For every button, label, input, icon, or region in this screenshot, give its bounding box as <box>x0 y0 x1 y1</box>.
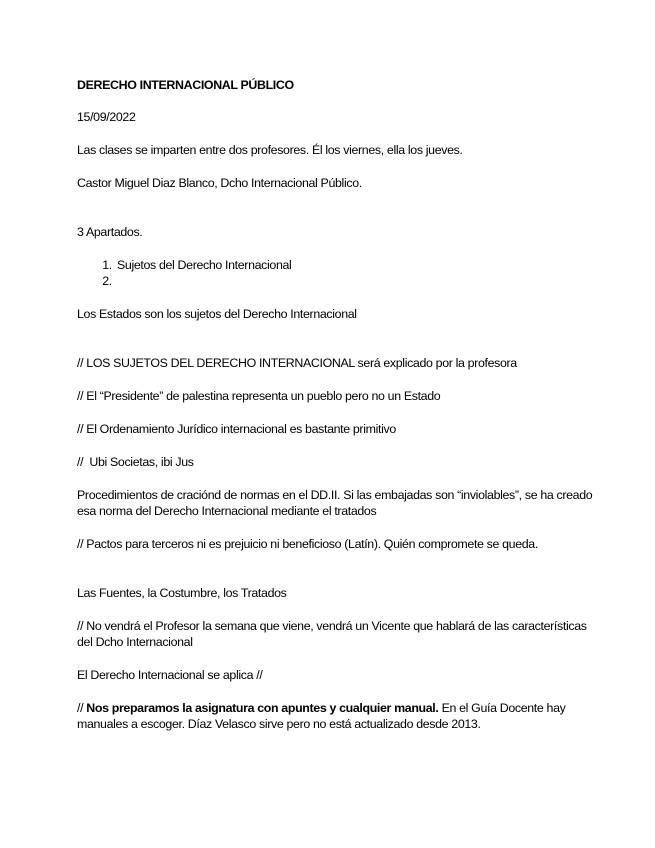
manual-bold-text: Nos preparamos la asignatura con apuntes y cualquier manual. <box>86 701 439 715</box>
numbered-list <box>77 257 595 289</box>
manual-prefix: // <box>77 701 87 715</box>
list-item <box>115 273 595 289</box>
paragraph-estados: Los Estados son los sujetos del Derecho Internacional <box>77 307 357 321</box>
paragraph-procedimientos: Procedimientos de craciónd de normas en el DD.II. Si las embajadas son “inviolables”, se ha creado esa norma del Derecho Internacional mediante el tratados <box>77 488 593 518</box>
paragraph-ordenamiento: // El Ordenamiento Jurídico internacional es bastante primitivo <box>77 422 396 436</box>
paragraph-aplica: El Derecho Internacional se aplica // <box>77 668 263 682</box>
paragraph-sujetos: // LOS SUJETOS DEL DERECHO INTERNACIONAL será explicado por la profesora <box>77 356 517 370</box>
paragraph-classes: Las clases se imparten entre dos profesores. Él los viernes, ella los jueves. <box>77 143 463 157</box>
paragraph-apartados: 3 Apartados. <box>77 225 143 239</box>
paragraph-ubi: // Ubi Societas, ibi Jus <box>77 455 194 469</box>
paragraph-fuentes: Las Fuentes, la Costumbre, los Tratados <box>77 586 287 600</box>
date-text: 15/09/2022 <box>77 110 136 124</box>
document-title: DERECHO INTERNACIONAL PÚBLICO <box>77 78 294 92</box>
paragraph-pactos: // Pactos para terceros ni es prejuicio ni beneficioso (Latín). Quién compromete se queda. <box>77 537 538 551</box>
paragraph-professor: Castor Miguel Diaz Blanco, Dcho Internacional Público. <box>77 176 362 190</box>
paragraph-palestina: // El “Presidente” de palestina representa un pueblo pero no un Estado <box>77 389 441 403</box>
paragraph-manual <box>77 700 595 732</box>
list-item: 1. Sujetos del Derecho Internacional <box>115 257 595 273</box>
manual-rest-text: En el Guía Docente hay manuales a escoger. Díaz Velasco sirve pero no está actualizado desde 2013. <box>77 701 566 731</box>
paragraph-vicente: // No vendrá el Profesor la semana que viene, vendrá un Vicente que hablará de las características del Dcho Internacional <box>77 619 587 649</box>
